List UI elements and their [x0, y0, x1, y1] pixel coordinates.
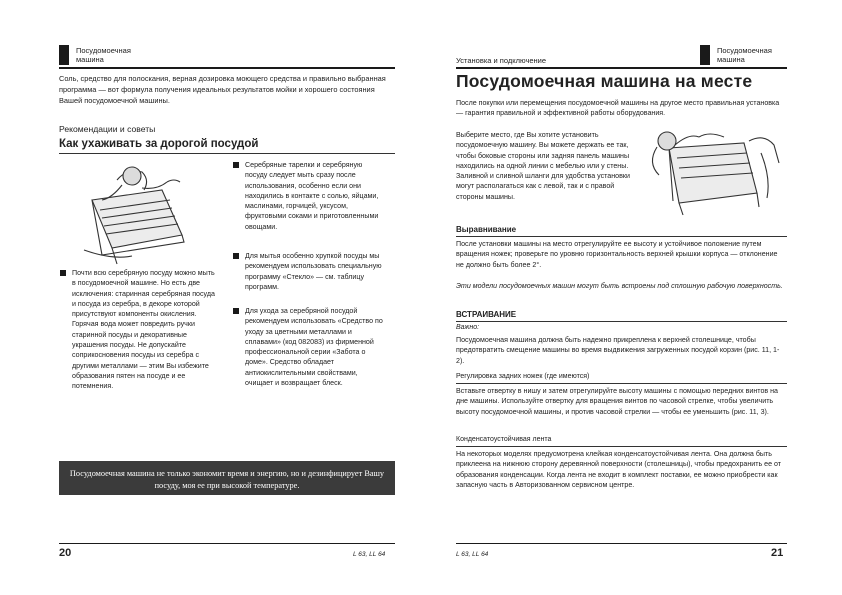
leveling-title: Выравнивание — [456, 225, 517, 234]
leveling-rule — [456, 236, 787, 237]
choose-place-text: Выберите место, где Вы хотите установить посудомоечную машину. Вы можете держать ее так, чтобы боковые стороны или задняя панель машины находились на одной линии с мебелью или у стены. Заливной и сливной шланги для удобства установки могут располагаться как с левой, так и с правой стороны машины. — [456, 131, 630, 201]
dishwasher-user-illustration — [72, 160, 202, 270]
header-marker — [700, 45, 710, 65]
page-title: Посудомоечная машина на месте — [456, 71, 753, 91]
builtin-note: Эти модели посудомоечных машин могут быть встроены под сплошную рабочую поверхность. — [456, 282, 783, 290]
title-rule — [59, 153, 395, 154]
header-left-label: Установка и подключение — [456, 56, 547, 65]
bullet-silverware — [72, 268, 217, 392]
footer-rule — [456, 543, 787, 544]
page-number: 20 — [59, 547, 72, 559]
section-title: Как ухаживать за дорогой посудой — [59, 138, 259, 150]
header-marker — [59, 45, 69, 65]
important-label: Важно: — [456, 324, 480, 331]
footer-rule — [59, 543, 395, 544]
bullet-square-icon — [233, 253, 239, 259]
tape-text: На некоторых моделях предусмотрена клейкая конденсатоустойчивая лента. Она должна быть приклеена на нижнюю сторону деревянной поверхности (столешницы), чтобы предохранить ее от образования конденсации. Когда лента не входит в комплект поставки, ее можно приобрести как запасную часть в Авторизованном сервисном центре. — [456, 450, 782, 489]
header-rule — [59, 67, 395, 69]
dishwasher-installation-illustration — [639, 123, 787, 223]
bullet-silver-care — [245, 306, 385, 388]
bullet-text: Для мытья особенно хрупкой посуды мы рекомендуем использовать специальную программу «Стекло» — см. таблицу программ. — [245, 252, 382, 291]
intro-text: После покупки или перемещения посудомоечной машины на другое место правильная установка — гарантия правильной и эффективной работы оборудования. — [456, 99, 780, 118]
tape-title: Конденсатоустойчивая лента — [456, 436, 552, 443]
rear-feet-title: Регулировка задних ножек (где имеются) — [456, 373, 590, 380]
bullet-square-icon — [233, 308, 239, 314]
rear-feet-text: Вставьте отвертку в нишу и затем отрегулируйте высоту машины с помощью передних винтов на дне машины. Используйте отвертку для вращения винтов по часовой стрелке, чтобы увеличить высоту посудомоечной машины, и против часовой стрелки — чтобы ее уменьшить (рис. 11, 3). — [456, 387, 778, 416]
bullet-text: Серебряные тарелки и серебряную посуду следует мыть сразу после использования, особенно если они находились в контакте с солью, яйцами, маслинами, горчицей, уксусом, фруктовыми соками и приготовленными овощами. — [245, 161, 379, 231]
bullet-silver-plates — [245, 160, 385, 232]
bullet-square-icon — [60, 270, 66, 276]
builtin-rule — [456, 321, 787, 322]
bullet-fragile — [245, 251, 385, 292]
important-text: Посудомоечная машина должна быть надежно прикреплена к верхней столешнице, чтобы предотвратить смещение машины во время выдвижения загруженных посудой корзин (рис. 11, 1-2). — [456, 336, 780, 365]
bullet-text: Для ухода за серебряной посудой рекомендуем использовать «Средство по уходу за цветными металлами и сплавами» (код 082083) из фирменной профессиональной серии «Забота о доме». Средство обладает антиокислительными свойствами, очищает и возвращает блеск. — [245, 307, 383, 388]
highlight-banner: Посудомоечная машина не только экономит время и энергию, но и дезинфицирует Вашу посуду, моя ее при высокой температуре. — [59, 461, 395, 495]
header-section-label: Посудомоечная машина — [76, 46, 131, 64]
model-code: L 63, LL 64 — [456, 551, 489, 558]
right-page — [421, 0, 842, 595]
section-label: Рекомендации и советы — [59, 124, 156, 134]
model-code: L 63, LL 64 — [353, 551, 386, 558]
bullet-text: Почти всю серебряную посуду можно мыть в посудомоечной машине. Но есть две исключения: старинная серебряная посуда и посуда из серебра, в декоре которой присутствуют компоненты окисления. Горячая вода может повредить ручки старинной посуды и декоративные украшения посуды. Не допускайте соприкосновения посуды из серебра с другими металлами — этим Вы избежите образования пятен на посуде и ее потемнения. — [72, 269, 215, 391]
builtin-title: ВСТРАИВАНИЕ — [456, 310, 517, 319]
bullet-square-icon — [233, 162, 239, 168]
page-number: 21 — [771, 547, 784, 559]
intro-text: Соль, средство для полоскания, верная дозировка моющего средства и правильно выбранная программа — вот формула получения идеальных результатов мойки и хорошего состояния Вашей посудомоечной машины. — [59, 74, 386, 105]
tape-rule — [456, 446, 787, 447]
rear-feet-rule — [456, 383, 787, 384]
header-rule — [456, 67, 787, 69]
header-section-label: Посудомоечная машина — [717, 46, 772, 64]
leveling-text: После установки машины на место отрегулируйте ее высоту и устойчивое положение путем вращения ножек; проверьте по уровню горизонтальность верхней крышки корпуса — отклонение не должно быть более 2°. — [456, 240, 778, 269]
